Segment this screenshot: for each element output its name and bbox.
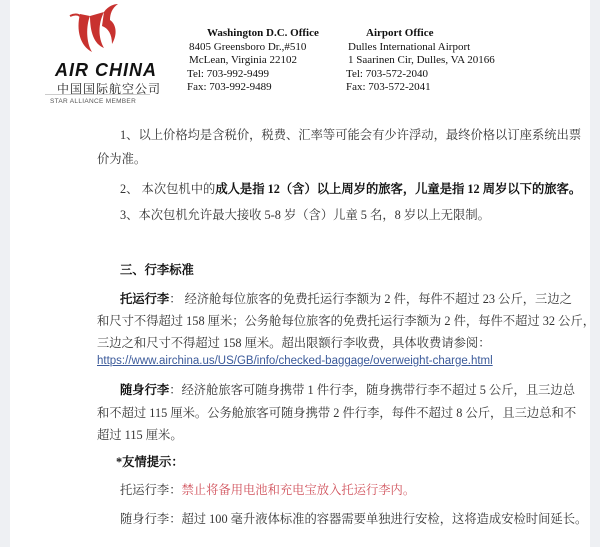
airport-tel: Tel: 703-572-2040 bbox=[346, 67, 429, 80]
note-1: 1、以上价格均是含税价，税费、汇率等可能会有少许浮动，最终价格以订座系统出票 bbox=[120, 128, 582, 142]
airport-fax: Fax: 703-572-2041 bbox=[346, 81, 431, 93]
note-3: 3、本次包机允许最大接收 5-8 岁（含）儿童 5 名，8 岁以上无限制。 bbox=[120, 208, 490, 222]
tip-checked-label: 托运行李： bbox=[120, 483, 182, 497]
air-china-phoenix-logo bbox=[66, 2, 122, 56]
airport-office-title: Airport Office bbox=[366, 27, 434, 39]
tip-heading: *友情提示： bbox=[116, 455, 184, 469]
carry-on-label: 随身行李 bbox=[120, 383, 170, 397]
checked-baggage-line bbox=[120, 289, 572, 307]
dc-address-line: 8405 Greensboro Dr.,#510 bbox=[189, 40, 307, 53]
document-page bbox=[10, 0, 596, 547]
note-1-cont: 价为准。 bbox=[97, 152, 147, 166]
checked-baggage-line: 三边之和尺寸不得超过 158 厘米。超出限额行李收费，具体收费请参阅： bbox=[97, 336, 491, 350]
overweight-charge-link[interactable]: https://www.airchina.us/US/GB/info/checked-baggage/overweight-charge.html bbox=[97, 355, 493, 367]
star-alliance-label: STAR ALLIANCE MEMBER bbox=[50, 98, 137, 105]
logo-chinese-name: 中国国际航空公司 bbox=[57, 82, 162, 96]
section-heading: 三、行李标准 bbox=[120, 263, 194, 277]
dc-office-block bbox=[187, 27, 319, 95]
carry-on-line bbox=[120, 380, 575, 398]
logo-wordmark: AIR CHINA bbox=[55, 60, 157, 80]
carry-on-line: 和不超过 115 厘米。公务舱旅客可随身携带 2 件行李，每件不超过 8 公斤，且三边总和不 bbox=[97, 406, 577, 420]
dc-tel: Tel: 703-992-9499 bbox=[187, 67, 270, 80]
checked-text: ： 经济舱每位旅客的免费托运行李额为 2 件，每件不超过 23 公斤，三边之 bbox=[169, 292, 572, 306]
tip-checked bbox=[120, 480, 415, 498]
checked-baggage-label: 托运行李 bbox=[120, 292, 170, 306]
note-2 bbox=[120, 179, 581, 197]
dc-office-title: Washington D.C. Office bbox=[207, 27, 319, 39]
divider bbox=[45, 94, 150, 95]
dc-address-line: McLean, Virginia 22102 bbox=[189, 54, 297, 66]
tip-carry-on: 随身行李：超过 100 毫升液体标准的容器需要单独进行安检，这将造成安检时间延长。 bbox=[120, 512, 588, 526]
airport-address-line: Dulles International Airport bbox=[348, 40, 471, 53]
airport-office-block bbox=[346, 27, 495, 95]
airport-address-line: 1 Saarinen Cir, Dulles, VA 20166 bbox=[348, 54, 495, 66]
carry-on-text: ：经济舱旅客可随身携带 1 件行李，随身携带行李不超过 5 公斤，且三边总 bbox=[169, 383, 576, 397]
note-2-prefix: 2、 本次包机中的 bbox=[120, 182, 216, 196]
carry-on-line: 超过 115 厘米。 bbox=[97, 428, 183, 442]
tip-checked-warning: 禁止将备用电池和充电宝放入托运行李内。 bbox=[181, 483, 416, 497]
note-2-bold: 成人是指 12（含）以上周岁的旅客，儿童是指 12 周岁以下的旅客。 bbox=[215, 182, 582, 196]
checked-baggage-line: 和尺寸不得超过 158 厘米；公务舱每位旅客的免费托运行李额为 2 件，每件不超过 32 公斤， bbox=[97, 314, 596, 328]
dc-fax: Fax: 703-992-9489 bbox=[187, 81, 272, 93]
